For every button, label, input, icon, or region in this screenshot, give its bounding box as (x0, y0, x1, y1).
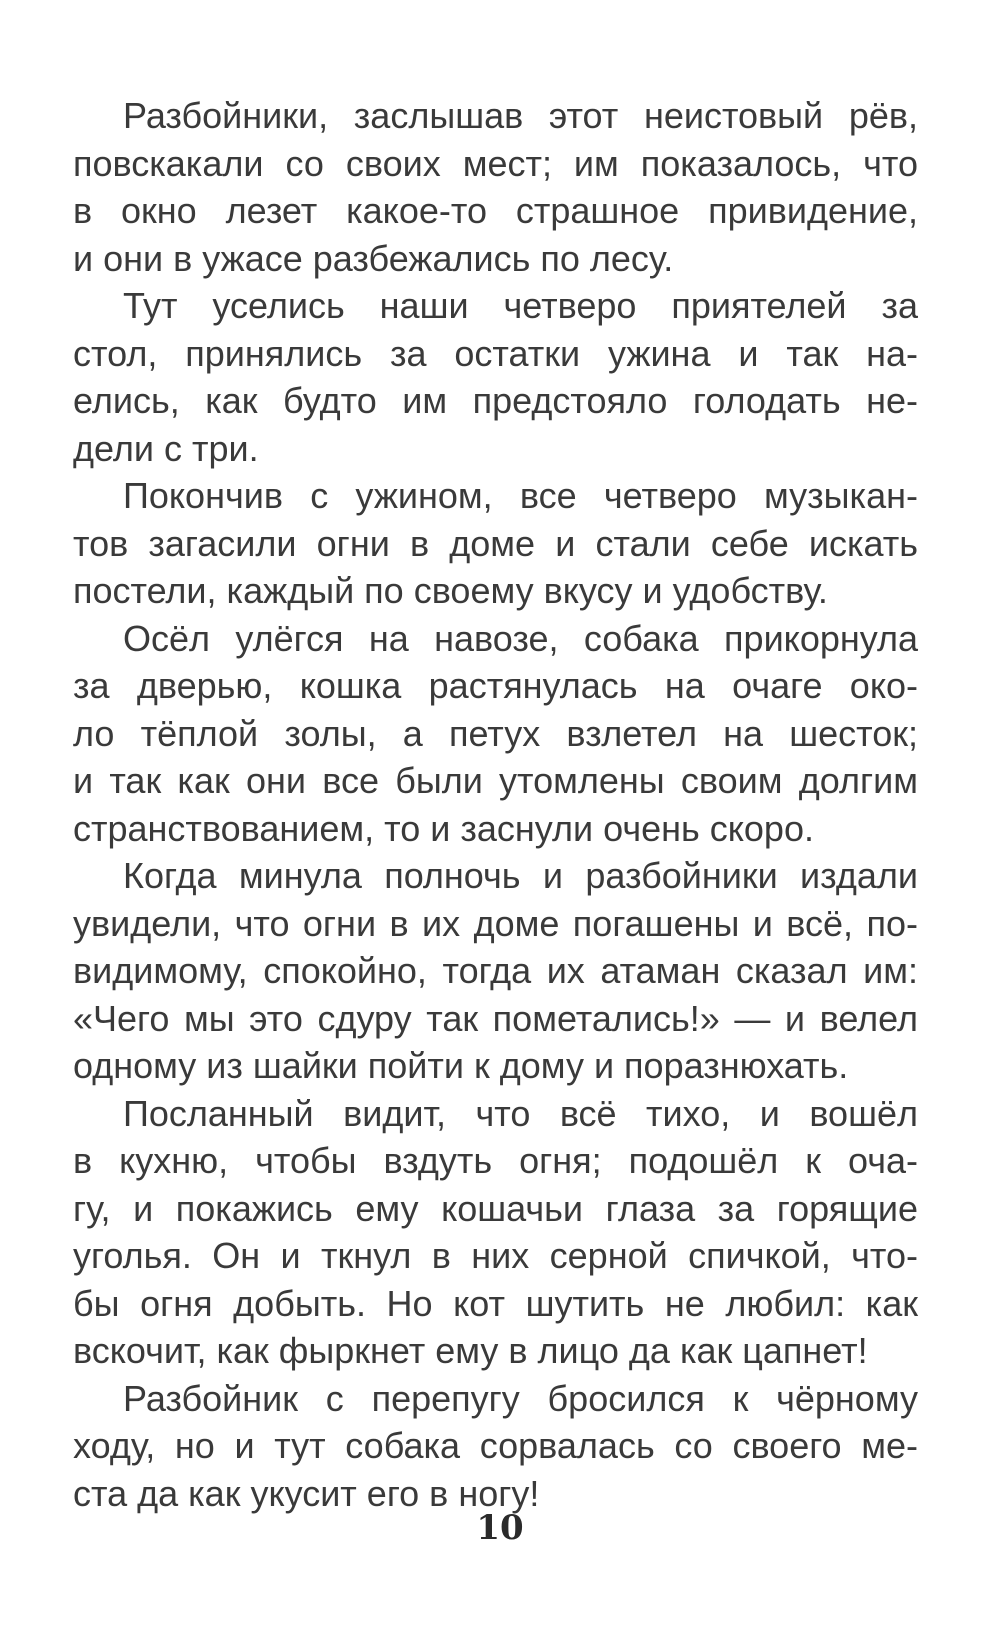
paragraph-6 (73, 1090, 918, 1375)
paragraph-7 (73, 1375, 918, 1518)
text-line: вскочит, как фыркнет ему в лицо да как цапнет! (73, 1330, 868, 1371)
text-line: Когда минула полночь и разбойники издали (123, 855, 918, 896)
paragraph-2 (73, 282, 918, 472)
text-line: ста да как укусит его в ногу! (73, 1472, 540, 1514)
text-line: за дверью, кошка растянулась на очаге око- (73, 665, 918, 706)
text-line: ло тёплой золы, а петух взлетел на шесток; (73, 712, 918, 754)
text-line: странствованием, то и заснули очень скоро. (73, 807, 814, 849)
text-line: Разбойники, заслышав этот неистовый рёв, (123, 95, 918, 136)
text-line: елись, как будто им предстояло голодать не- (73, 380, 918, 421)
page-number: 10 (476, 1508, 524, 1548)
text-line: Осёл улёгся на навозе, собака прикорнула (123, 617, 918, 659)
text-line: повскакали со своих мест; им показалось, что (73, 142, 918, 184)
paragraph-3 (73, 472, 918, 615)
text-line: в окно лезет какое-то страшное привидение, (73, 190, 918, 231)
paragraph-1 (73, 92, 918, 282)
text-line: и так как они все были утомлены своим долгим (73, 760, 918, 801)
text-line: тов загасили огни в доме и стали себе искать (73, 522, 918, 564)
text-line: гу, и покажись ему кошачьи глаза за горящие (73, 1187, 918, 1229)
text-line: Тут уселись наши четверо приятелей за (123, 285, 918, 326)
text-line: «Чего мы это сдуру так пометались!» — и велел (73, 997, 918, 1039)
text-line: видимому, спокойно, тогда их атаман сказал им: (73, 950, 918, 991)
text-line: ходу, но и тут собака сорвалась со своего ме- (73, 1425, 918, 1466)
text-line: бы огня добыть. Но кот шутить не любил: как (73, 1282, 918, 1324)
text-line: и они в ужасе разбежались по лесу. (73, 237, 674, 279)
paragraph-5 (73, 852, 918, 1090)
text-line: дели с три. (73, 427, 259, 469)
text-line: увидели, что огни в их доме погашены и всё, по- (73, 902, 918, 944)
story-text (73, 92, 918, 1517)
paragraph-4 (73, 615, 918, 853)
text-line: в кухню, чтобы вздуть огня; подошёл к оча- (73, 1140, 918, 1181)
text-line: Разбойник с перепугу бросился к чёрному (123, 1377, 918, 1419)
text-line: постели, каждый по своему вкусу и удобству. (73, 570, 828, 611)
text-line: Посланный видит, что всё тихо, и вошёл (123, 1092, 918, 1134)
text-line: стол, принялись за остатки ужина и так на- (73, 332, 918, 374)
text-line: Покончив с ужином, все четверо музыкан- (123, 475, 918, 516)
text-line: уголья. Он и ткнул в них серной спичкой, что- (73, 1235, 918, 1276)
text-line: одному из шайки пойти к дому и поразнюхать. (73, 1045, 849, 1086)
